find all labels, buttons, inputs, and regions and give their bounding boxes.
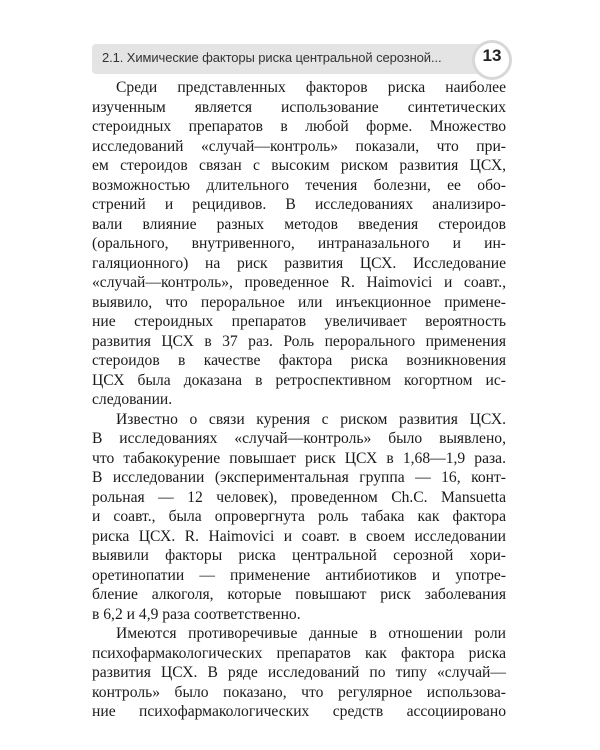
paragraph [92,624,506,722]
text-line: возможностью длительного течения болезни, ее обо- [92,176,506,194]
text-line: ние стероидных препаратов увеличивает вероятность [92,313,506,330]
paragraph [92,78,506,410]
text-line: Имеются противоречивые данные в отношении роли [116,625,506,642]
paragraph [92,410,506,625]
text-line: выявили факторы риска центральной серозной хори- [92,547,506,564]
text-line: выявило, что пероральное или инъекционное примене- [92,293,506,311]
text-line: стрений и рецидивов. В исследованиях анализиро- [92,196,506,213]
text-line: развития ЦСХ в 37 раз. Роль перорального применения [92,332,506,350]
text-line: Среди представленных факторов риска наиболее [116,79,506,96]
text-line: (орального, внутривенного, интраназального и ин- [92,235,506,252]
text-line: стероидных препаратов в любой форме. Множество [92,118,506,135]
text-line: рольная — 12 человек), проведенном Ch.C. Mansuetta [92,488,506,506]
text-line: следовании. [92,391,173,408]
text-line: бление алкоголя, которые повышают риск заболевания [92,586,506,603]
text-line: развития ЦСХ. В ряде исследований по типу «случай— [92,664,506,681]
text-line: и соавт., была опровергнута роль табака как фактора [92,508,506,525]
text-line: Известно о связи курения с риском развития ЦСХ. [116,410,506,428]
text-line: стероидов в качестве фактора риска возникновения [92,352,506,369]
body-text [92,78,506,722]
text-line: риска ЦСХ. R. Haimovici и соавт. в своем исследовании [92,527,506,545]
text-line: изученным является использование синтетических [92,98,506,116]
text-line: исследований «случай—контроль» показали, что при- [92,137,506,155]
text-line: ем стероидов связан с высоким риском развития ЦСХ, [92,157,506,174]
text-line: «случай—контроль», проведенное R. Haimovici и соавт., [92,274,506,291]
text-line: оретинопатии — применение антибиотиков и употре- [92,566,506,584]
running-title: 2.1. Химические факторы риска центральной серозной... [102,50,442,65]
text-line: В исследованиях «случай—контроль» было выявлено, [92,430,506,447]
text-line: психофармакологических препаратов как фактора риска [92,644,506,662]
text-line: что табакокурение повышает риск ЦСХ в 1,68—1,9 раза. [92,449,506,467]
page-number: 13 [482,46,502,65]
text-line: В исследовании (экспериментальная группа — 16, конт- [92,469,506,486]
text-line: ЦСХ была доказана в ретроспективном когортном ис- [92,371,506,389]
text-line: в 6,2 и 4,9 раза соответственно. [92,605,301,623]
text-line: ние психофармакологических средств ассоциировано [92,703,506,720]
text-line: контроль» было показано, что регулярное использова- [92,683,506,701]
text-line: вали влияние разных методов введения стероидов [92,215,506,233]
text-line: галяционного) на риск развития ЦСХ. Исследование [92,254,506,272]
